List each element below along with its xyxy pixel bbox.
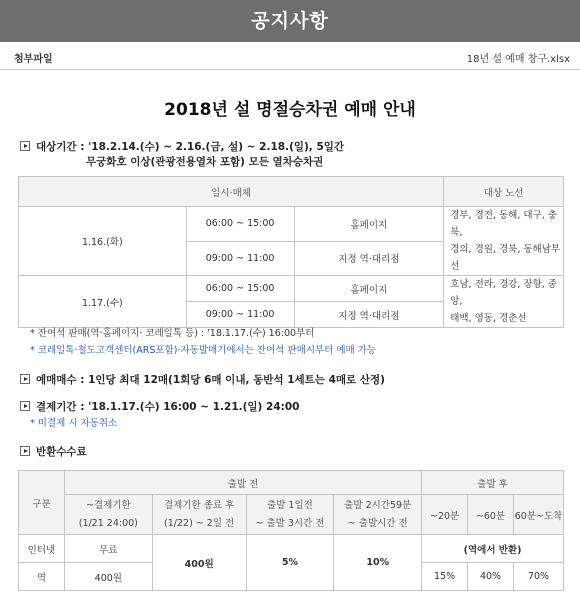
payment-note: * 미결제 시 자동취소 <box>30 418 118 429</box>
schedule-routes <box>444 276 564 328</box>
schedule-header-medium: 일시·매체 <box>19 177 444 207</box>
refund-cell: (역에서 반환) <box>422 535 564 563</box>
refund-header-after: 출발 후 <box>422 471 564 495</box>
schedule-time: 09:00 ~ 11:00 <box>186 302 294 328</box>
refund-cell: 무료 <box>64 535 152 563</box>
refund-header-before: 출발 전 <box>64 471 421 495</box>
refund-cell: 10% <box>334 535 422 591</box>
route-line: 경의, 경원, 경북, 동해남부선 <box>450 244 561 272</box>
refund-col-header: ~60분 <box>468 495 514 535</box>
attachment-label: 첨부파일 <box>14 54 53 65</box>
arrow-box-icon <box>20 446 30 456</box>
refund-col-header <box>152 495 246 535</box>
period-line2: 무궁화호 이상(관광전용열차 포함) 모든 열차승차권 <box>86 156 324 168</box>
payment-section <box>20 400 299 415</box>
schedule-time: 06:00 ~ 15:00 <box>186 276 294 302</box>
schedule-time: 09:00 ~ 11:00 <box>186 241 294 276</box>
header-line: ~ 출발 3시간 전 <box>255 517 325 529</box>
refund-row-label: 역 <box>19 563 65 591</box>
refund-col-header: ~20분 <box>422 495 468 535</box>
route-line: 경부, 경전, 동해, 대구, 충북, <box>450 210 557 238</box>
schedule-date: 1.17.(수) <box>19 276 187 328</box>
header-line: 출발 2시간59분 <box>344 499 412 511</box>
table-row <box>19 207 564 242</box>
schedule-medium: 홈페이지 <box>294 276 444 302</box>
header-line: ~결제기한 <box>85 499 131 511</box>
arrow-box-icon <box>20 374 30 384</box>
document-title: 2018년 설 명절승차권 예매 안내 <box>164 100 416 120</box>
limit-section <box>20 373 385 388</box>
schedule-medium: 홈페이지 <box>294 207 444 242</box>
schedule-routes <box>444 207 564 276</box>
table-row <box>19 276 564 302</box>
schedule-table <box>18 176 564 328</box>
arrow-box-icon <box>20 401 30 411</box>
remaining-seat-note: * 잔여석 판매(역·홈페이지· 코레일톡 등) : '18.1.17.(수) 16:00부터 <box>30 328 315 339</box>
refund-col-header <box>64 495 152 535</box>
korail-talk-note: * 코레일톡·철도고객센터(ARS포함)·자동발매기에서는 잔여석 판매시부터 예매 가능 <box>30 345 377 356</box>
table-row <box>19 535 564 563</box>
period-line1: 대상기간 : '18.2.14.(수) ~ 2.16.(금, 설) ~ 2.18.(일), 5일간 <box>36 141 345 153</box>
route-line: 호남, 전라, 경강, 장항, 중앙, <box>450 279 557 307</box>
refund-cell: 40% <box>468 563 514 591</box>
period-section <box>20 140 344 170</box>
refund-section <box>20 445 87 460</box>
refund-col-header <box>246 495 334 535</box>
page-header <box>0 0 580 42</box>
refund-cell: 400원 <box>64 563 152 591</box>
route-line: 태백, 영동, 경춘선 <box>450 313 527 324</box>
schedule-medium: 지정 역·대리점 <box>294 302 444 328</box>
attachment-file-link[interactable]: 18년 설 예매 창구.xlsx <box>466 54 570 65</box>
header-line: 출발 1일전 <box>267 499 313 511</box>
refund-title: 반환수수료 <box>36 446 87 458</box>
header-line: 결제기한 종료 후 <box>164 499 235 511</box>
refund-cell: 70% <box>514 563 564 591</box>
refund-col-header <box>334 495 422 535</box>
header-line: ~ 출발시간 전 <box>347 517 408 529</box>
schedule-time: 06:00 ~ 15:00 <box>186 207 294 242</box>
attachment-bar <box>0 42 580 70</box>
header-line: (1/22) ~ 2일 전 <box>164 517 235 529</box>
refund-cell: 15% <box>422 563 468 591</box>
refund-cell: 400원 <box>152 535 246 591</box>
schedule-date: 1.16.(화) <box>19 207 187 276</box>
page-title: 공지사항 <box>251 10 329 32</box>
refund-row-label: 인터넷 <box>19 535 65 563</box>
refund-cell: 5% <box>246 535 334 591</box>
arrow-box-icon <box>20 141 30 151</box>
header-line: (1/21 24:00) <box>78 517 138 529</box>
limit-line: 예매매수 : 1인당 최대 12매(1회당 6매 이내, 동반석 1세트는 4매로 산정) <box>36 374 385 386</box>
schedule-medium: 지정 역·대리점 <box>294 241 444 276</box>
refund-col-header: 60분~도착 <box>514 495 564 535</box>
schedule-header-routes: 대상 노선 <box>444 177 564 207</box>
refund-header-kind: 구분 <box>19 471 65 535</box>
refund-table <box>18 470 564 591</box>
payment-line: 결제기간 : '18.1.17.(수) 16:00 ~ 1.21.(일) 24:00 <box>36 401 300 413</box>
